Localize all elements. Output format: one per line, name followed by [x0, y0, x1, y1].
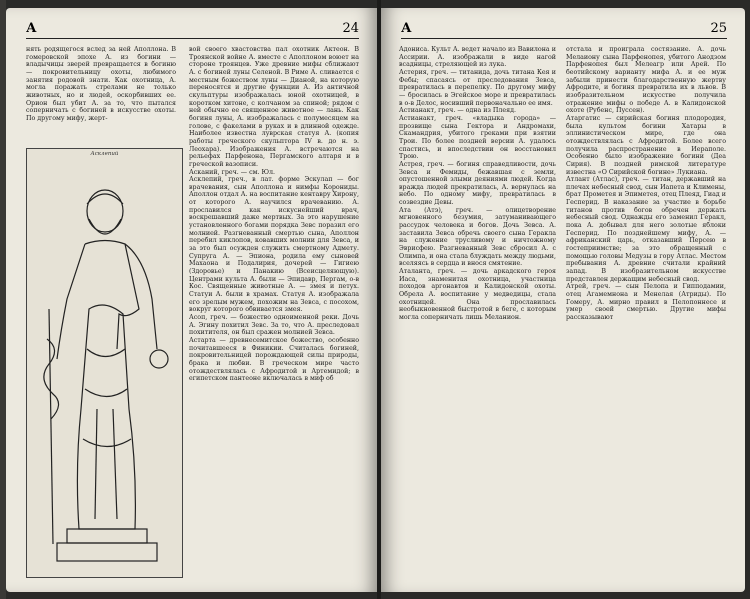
- paragraph: Адониса. Культ А. ведет начало из Вавилона и Ассирии. А. изображали в виде нагой всадницы, стреляющей из лука.: [399, 46, 556, 69]
- paragraph: Атрей, греч. — сын Пелопа и Гипподамии, отец Агамемнона и Менелая (Атриды). По Гомеру, А. мирно правил в Пелопоннесе и умер своей смертью. Другие мифы рассказывают: [566, 283, 726, 321]
- left-column-1: [26, 46, 176, 123]
- paragraph: Астианакт, греч. — одна из Плеяд.: [399, 107, 516, 115]
- paragraph: Астерия, греч. — титанида, дочь титана Кея и Фебы; спасаясь от преследования Зевса, превратилась в перепелку. По другому мифу — бросилась в Эгейское море и превратилась в о-в Делос, носивший первоначально ее имя.: [399, 68, 556, 107]
- paragraph: Асоп, греч. — божество одноименной реки. Дочь А. Эгину похитил Зевс. За то, что А. преследовал похитителя, он был сражен молнией Зевса.: [189, 313, 359, 337]
- paragraph: Астарта — древнесемитское божество, особенно почитавшееся в Финикии. Считалась богиней, покровительницей порождающей силы природы, брака и любви. В греческом мире часто отождествлялась с Афродитой и Артемидой; в египетском пантеоне включалась в миф об: [189, 336, 359, 383]
- paragraph: Асклепий, греч., в лат. форме Эскулап — бог врачевания, сын Аполлона и нимфы Корониды. Аполлон отдал А. на воспитание кентавру Хирону, от которого А. научился врачеванию. А. прославился как искуснейший врач, воскрешавший даже мертвых. За это нарушение установленного богами порядка Зевс поразил его молнией. Разгневанный смертью сына, Аполлон перебил киклопов, ковавших молнии для Зевса, и за это был осужден служить смертному Адмету. Супруга А. — Эпиона, родила ему сыновей Махаона и Подалирия, дочерей — Гигиею (Здоровье) и Панакию (Всеисцеляющую). Центрами культа А. были — Эпидавр, Пергам, о-в Кос. Священные животные А. — змея и петух. Статуи А. были в храмах. Статуя А. изображала его зрелым мужем, похожим на Зевса, с посохом, вокруг которого обвивается змея.: [189, 176, 359, 314]
- figure-caption: Асклепий: [90, 151, 119, 157]
- right-header-letter: А: [401, 21, 412, 36]
- left-column-2: [189, 46, 359, 383]
- right-page-number: 25: [710, 21, 727, 36]
- paragraph: Астрея, греч. — богиня справедливости, дочь Зевса и Фемиды, бежавшая с земли, опустошенной злыми деяниями людей. Когда вражда людей прекратилась, А. вернулась на небо. По одному мифу, превратилась в созвездие Девы.: [399, 160, 556, 207]
- paragraph: Асканий, греч. — см. Юл.: [189, 168, 276, 176]
- paragraph: Атаргатис — сирийская богиня плодородия, была культом богини Хатары в эллинистическом мире, где она отождествлялась с Афродитой. Более всего получила распространение в Иераполе. Особенно было изображение богини (Деа Сирия). В поздней римской литературе известна «О Сирийской богине» Лукиана.: [566, 114, 726, 176]
- paragraph: нять родящегося вслед за ней Аполлона. В гомеровской эпохе А. из богини — владычицы зверей превращается в богиню — покровительницу охоты, любимого занятия родовой знати. Как охотница, А. могла поражать стрелами не только животных, но и людей, оскорбивших ее. Орион был убит А. за то, что пытался соперничать с богиней в искусстве охоты. По другому мифу, жерт-: [26, 46, 176, 122]
- asclepius-statue-illustration: [27, 149, 182, 577]
- paragraph: вой своего хвастовства пал охотник Актеон. В Троянской войне А. вместе с Аполлоном воюет на стороне троянцев. Уже древние мифы сближают А. с богиней луны Селеной. В Риме А. сливается с местным божеством луны — Дианой, на которую переносятся и другие функции А. Из античной скульптуры изображалась юной охотницей, в коротком хитоне, с колчаном за спиной; рядом с ней обычно ее священное животное — лань. Как богиня луны, А. изображалась с полумесяцем на голове, с факелами в руках и в длинной одежде. Наиболее известна луврская статуя А. (копия работы греческого скульптора IV в. до н. э. Леохара). Изображения А. встречаются на рельефах Парфенона, Пергамского алтаря и в греческой вазописи.: [189, 46, 359, 168]
- left-header-letter: А: [26, 21, 37, 36]
- right-page: [381, 8, 745, 592]
- paragraph: отстала и проиграла состязание. А. дочь Мелаиону сына Парфенопея, убитого Анодзом Парфенопея был Мелеагр или Арей. По беотийскому варианту мифа А. и ее муж забыли принести благодарственную жертву Афродите, и богиня превратила их в львов. В изобразительном искусстве получила отражение мифы о победе А. в Калидонской охоте (Рубенс, Пуссен).: [566, 46, 726, 115]
- right-column-1: [399, 46, 556, 322]
- asclepius-figure: [26, 148, 183, 578]
- paragraph: Астианакт, греч. «владыка города» — прозвище сына Гектора и Андромахи, Скамандрия, убитого греками при взятии Трои. По более поздней версии А. удалось спастись, и впоследствии он восстановил Трою.: [399, 114, 556, 161]
- left-page: [6, 8, 377, 592]
- left-page-number: 24: [342, 21, 359, 36]
- paragraph: Ата (Атэ), греч. — олицетворение мгновенного безумия, затуманивающего рассудок человека и богов. Дочь Зевса. А. заставила Зевса обречь своего сына Геракла на служение трусливому и ничтожному Эврисфею. Разгневанный Зевс сбросил А. с Олимпа, и она стала блуждать между людьми, вселяясь в сердца и внося смятение.: [399, 206, 556, 268]
- left-page-header: [26, 18, 359, 39]
- right-column-2: [566, 46, 726, 322]
- paragraph: Аталанта, греч. — дочь аркадского героя Иаса, знаменитая охотница, участница походов аргонавтов и Калидонской охоты. Обрела А. воспитание у медведицы, стала охотницей. Она прославилась необыкновенной быстротой в беге, с которым могла соперничать лишь Меланион.: [399, 268, 556, 321]
- paragraph: Атлант (Атлас), греч. — титан, державший на плечах небесный свод, сын Иапета и Климены, брат Прометея и Эпиметея, отец Плеяд, Гиад и Гесперид. В наказание за участие в борьбе титанов против богов обречен держать небесный свод. Однажды его заменил Геракл, пока А. добывал для него золотые яблоки Гесперид. По позднейшему мифу, А. — африканский царь, отказавший Персею в гостеприимстве; за это обращенный с помощью головы Медузы в гору Атлас. Местом пребывания А. древние считали крайний запад. В изобразительном искусстве представлен держащим небесный свод.: [566, 176, 726, 283]
- right-page-header: [401, 18, 727, 39]
